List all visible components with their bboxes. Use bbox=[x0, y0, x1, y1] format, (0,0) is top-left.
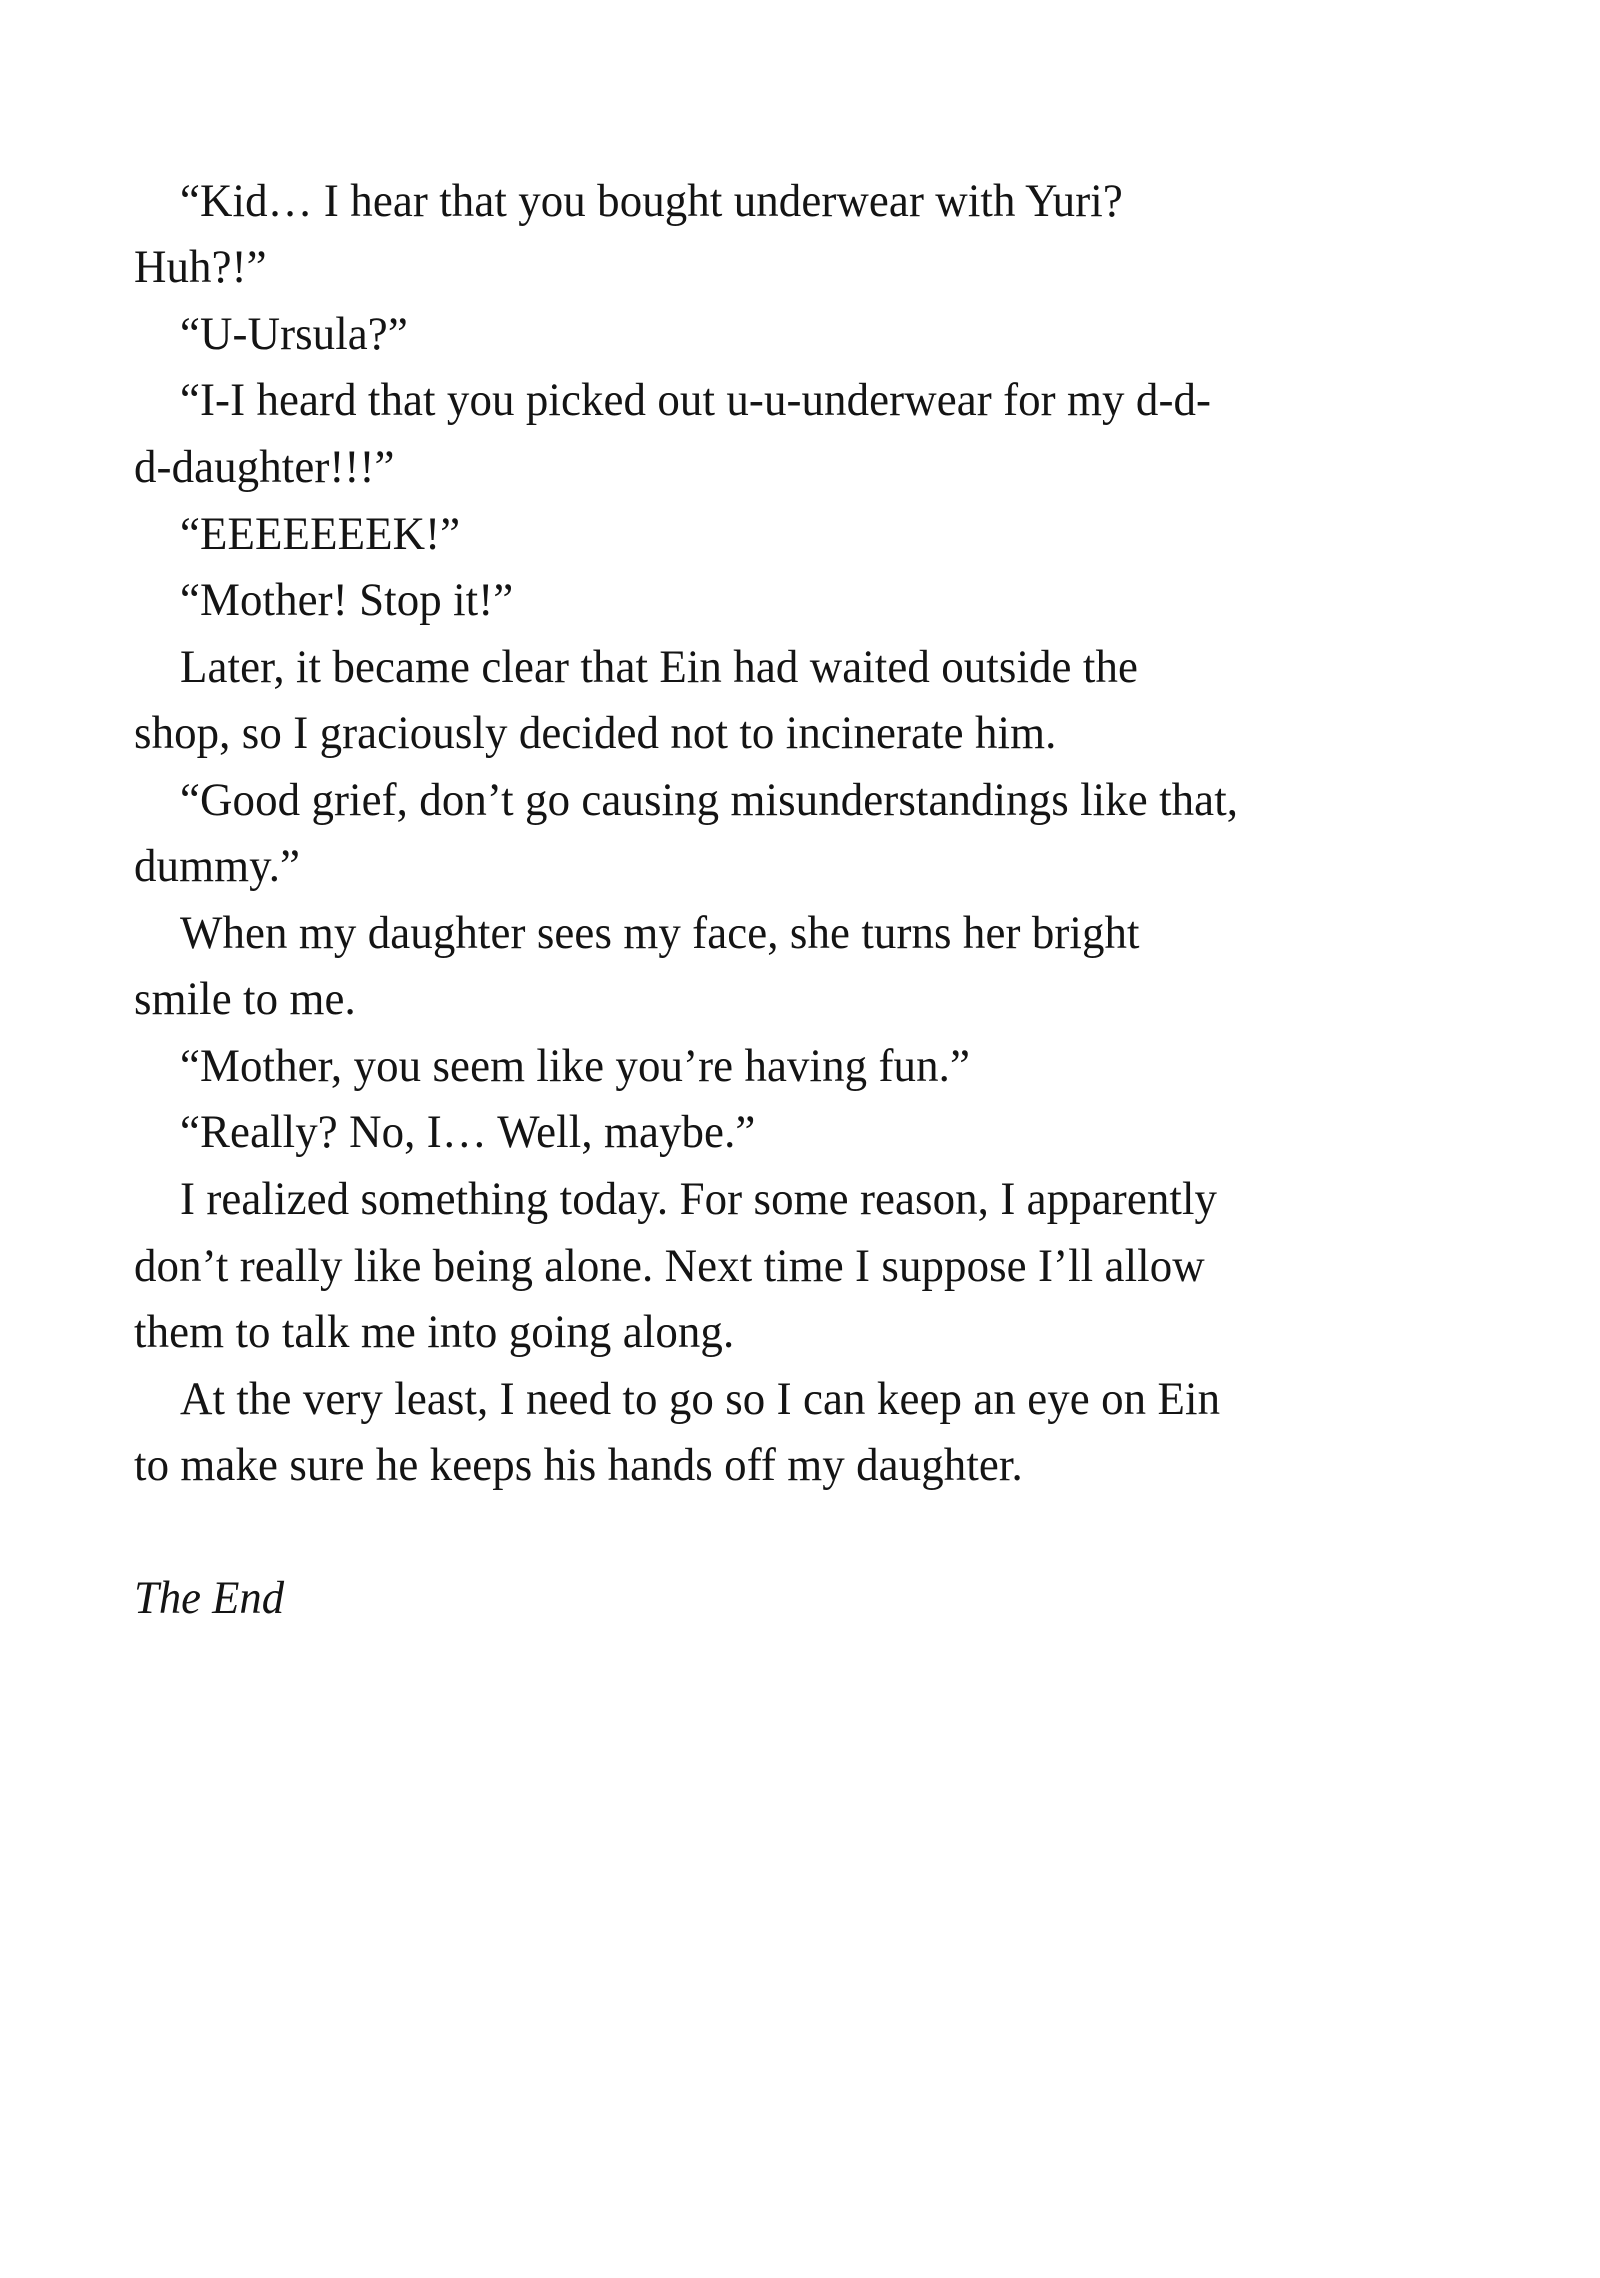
text-line: “U-Ursula?” bbox=[180, 308, 408, 360]
the-end-label: The End bbox=[134, 1572, 285, 1624]
text-line: “Kid… I hear that you bought underwear with Yuri? bbox=[180, 175, 1123, 227]
text-line: “I-I heard that you picked out u-u-underwear for my d-d- bbox=[180, 374, 1212, 426]
text-line: to make sure he keeps his hands off my daughter. bbox=[134, 1439, 1023, 1491]
text-line: dummy.” bbox=[134, 840, 301, 892]
text-line: Later, it became clear that Ein had waited outside the bbox=[180, 641, 1138, 693]
text-line: Huh?!” bbox=[134, 241, 267, 293]
text-line: I realized something today. For some reason, I apparently bbox=[180, 1173, 1218, 1225]
text-line: smile to me. bbox=[134, 973, 356, 1025]
text-line: them to talk me into going along. bbox=[134, 1306, 735, 1358]
text-line: shop, so I graciously decided not to incinerate him. bbox=[134, 707, 1057, 759]
text-line: d-daughter!!!” bbox=[134, 441, 395, 493]
text-line: “Mother, you seem like you’re having fun.” bbox=[180, 1040, 970, 1092]
text-line: don’t really like being alone. Next time I suppose I’ll allow bbox=[134, 1240, 1205, 1292]
text-line: “Mother! Stop it!” bbox=[180, 574, 514, 626]
text-line: “EEEEEEEK!” bbox=[180, 508, 461, 560]
text-line: “Really? No, I… Well, maybe.” bbox=[180, 1106, 756, 1158]
text-line: At the very least, I need to go so I can keep an eye on Ein bbox=[180, 1373, 1221, 1425]
text-line: When my daughter sees my face, she turns her bright bbox=[180, 907, 1140, 959]
text-line: “Good grief, don’t go causing misunderstandings like that, bbox=[180, 774, 1239, 826]
